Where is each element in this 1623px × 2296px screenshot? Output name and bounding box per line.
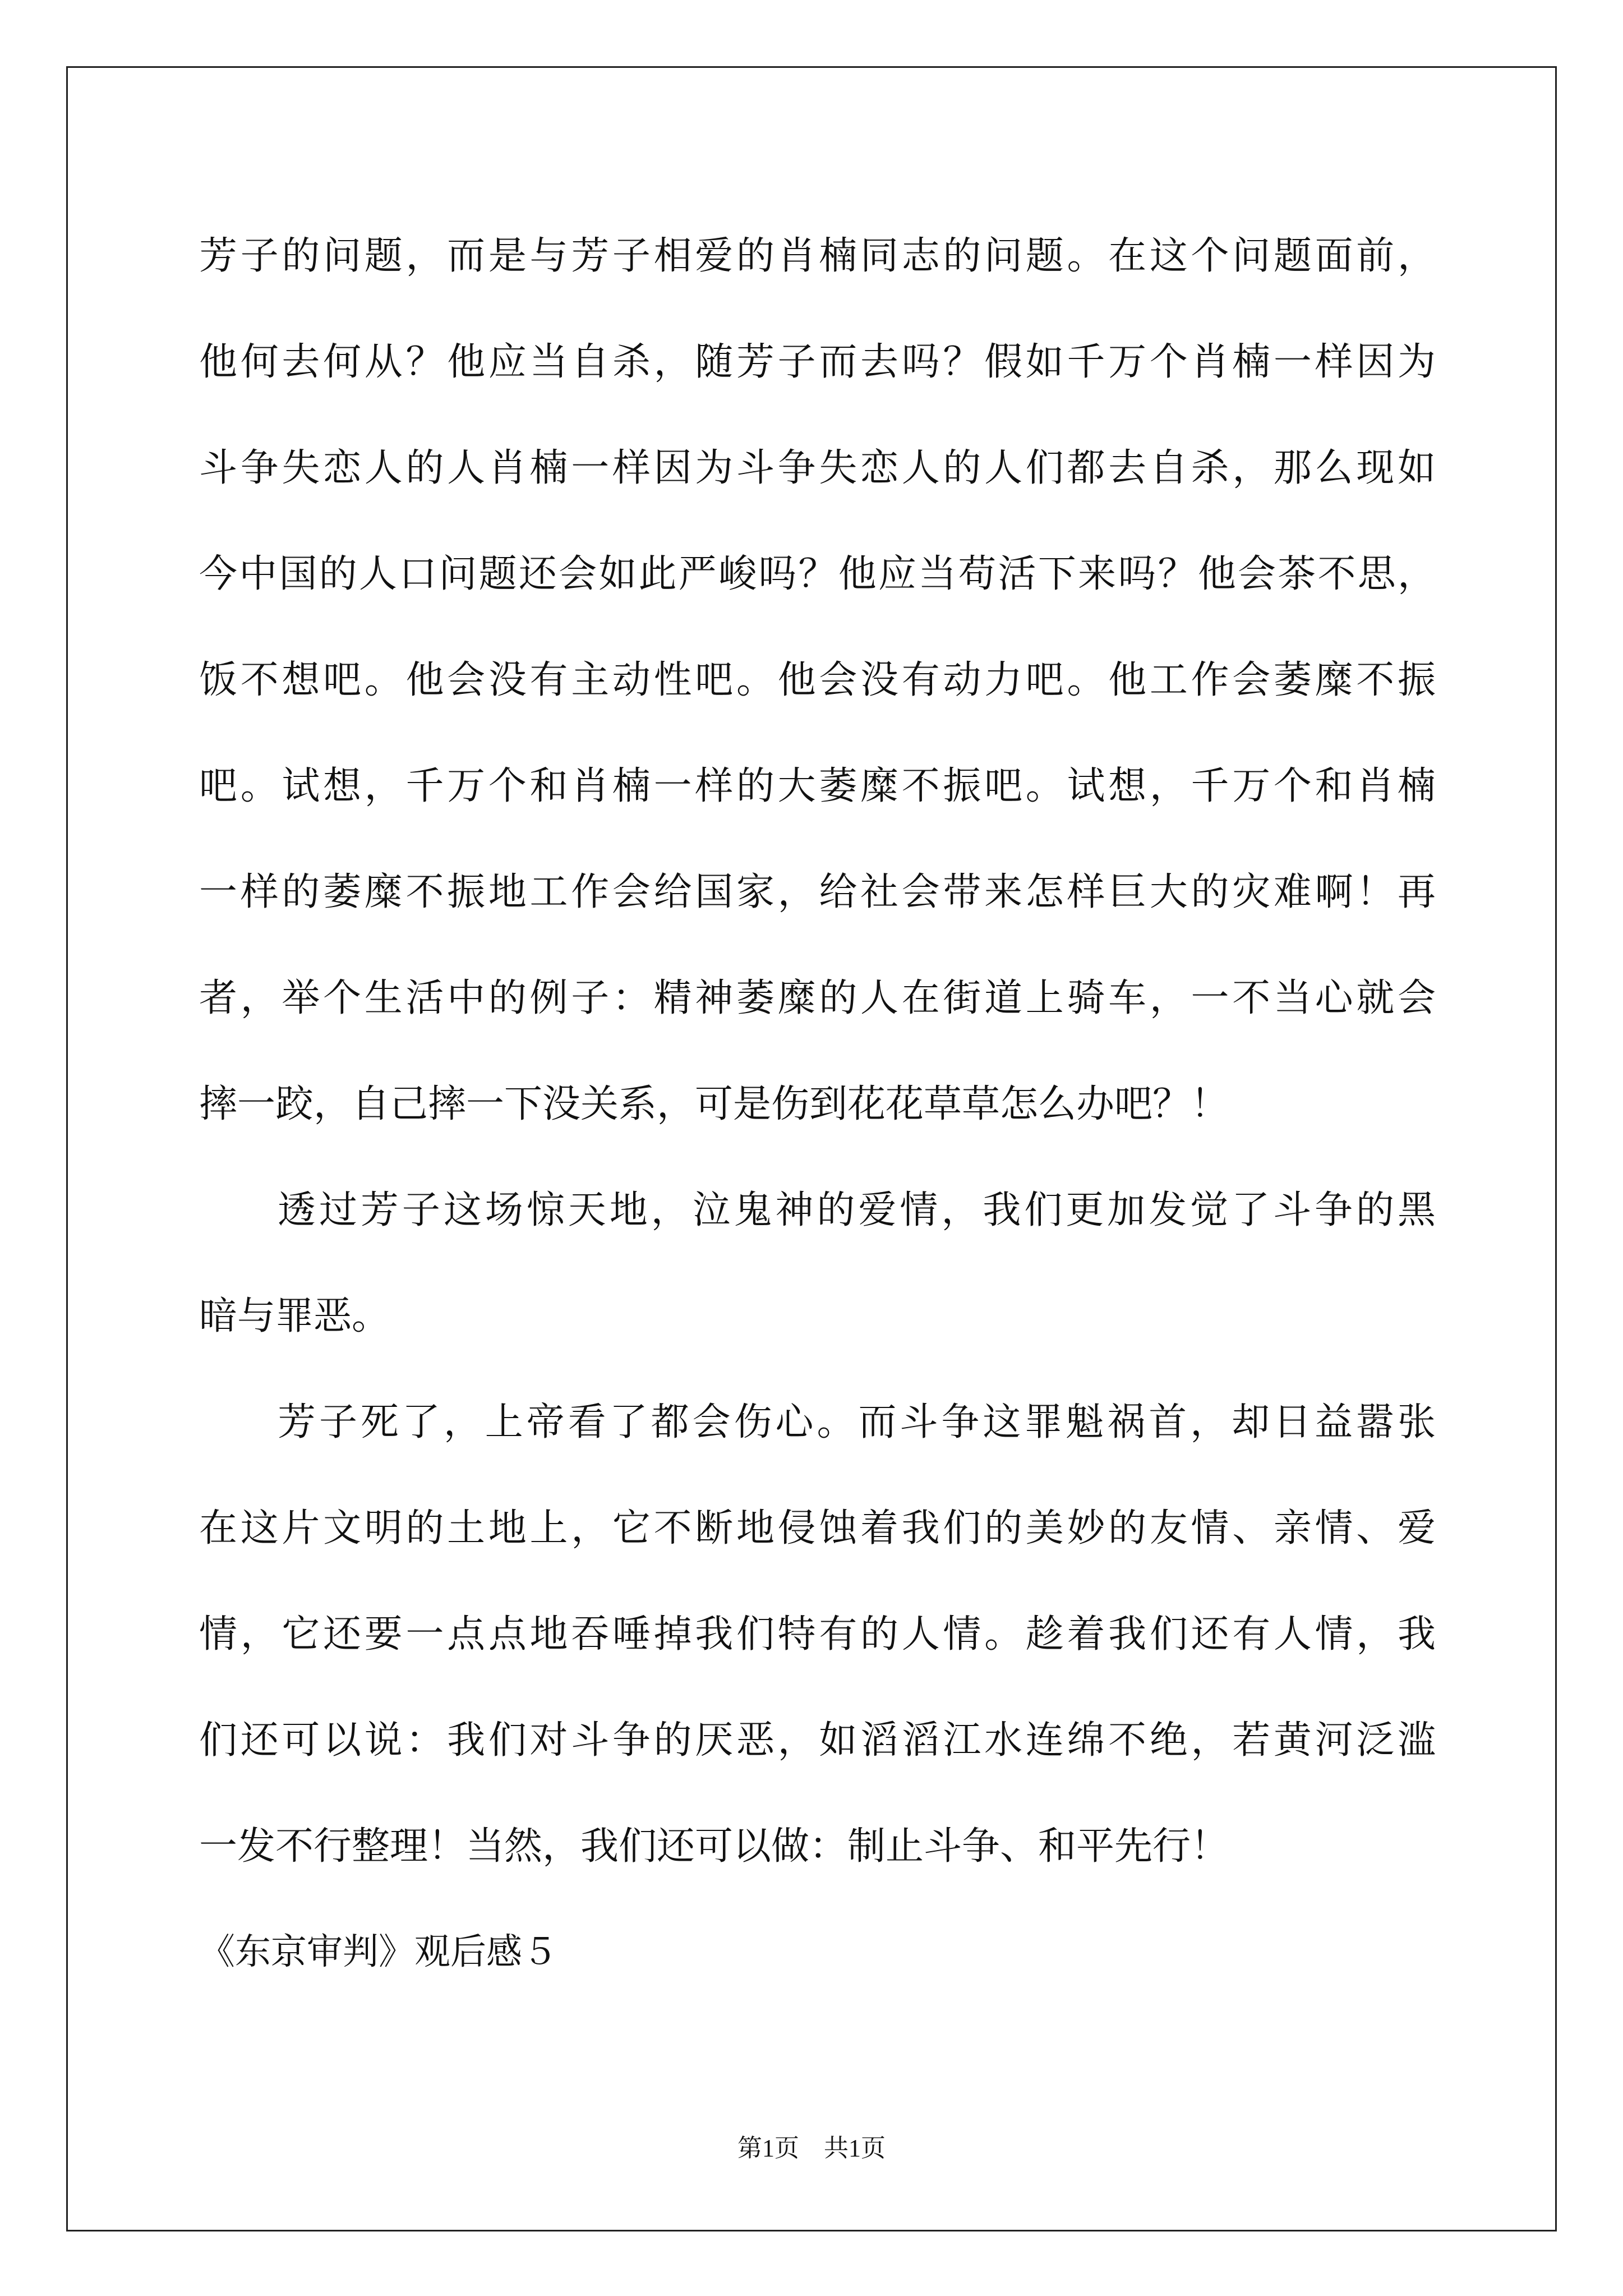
paragraph-2 — [199, 1157, 1436, 1369]
text-line: 者，举个生活中的例子：精神萎糜的人在街道上骑车，一不当心就会 — [199, 976, 1436, 1020]
section-title: 《东京审判》观后感５ — [199, 1931, 558, 1973]
text-line: 饭不想吧。他会没有主动性吧。他会没有动力吧。他工作会萎糜不振 — [199, 658, 1436, 702]
text-line: 芳子的问题，而是与芳子相爱的肖楠同志的问题。在这个问题面前， — [199, 234, 1436, 278]
document-body — [199, 203, 1436, 2005]
text-line: 他何去何从？他应当自杀，随芳子而去吗？假如千万个肖楠一样因为 — [199, 340, 1436, 384]
paragraph-3 — [199, 1369, 1436, 1899]
text-line: 一样的萎糜不振地工作会给国家，给社会带来怎样巨大的灾难啊！再 — [199, 870, 1436, 914]
text-line: 吧。试想，千万个和肖楠一样的大萎糜不振吧。试想，千万个和肖楠 — [199, 764, 1436, 808]
text-line: 摔一跤，自己摔一下没关系，可是伤到花花草草怎么办吧？！ — [199, 1082, 1229, 1126]
text-line: 斗争失恋人的人肖楠一样因为斗争失恋人的人们都去自杀，那么现如 — [199, 446, 1436, 490]
text-line: 芳子死了，上帝看了都会伤心。而斗争这罪魁祸首，却日益嚣张 — [278, 1400, 1436, 1444]
text-line: 暗与罪恶。 — [199, 1294, 390, 1338]
text-line: 一发不行整理！当然，我们还可以做：制止斗争、和平先行！ — [199, 1824, 1229, 1869]
text-line: 们还可以说：我们对斗争的厌恶，如滔滔江水连绵不绝，若黄河泛滥 — [199, 1718, 1436, 1763]
paragraph-1 — [199, 203, 1436, 1157]
text-line: 在这片文明的土地上，它不断地侵蚀着我们的美妙的友情、亲情、爱 — [199, 1506, 1436, 1550]
text-line: 情，它还要一点点地吞唾掉我们特有的人情。趁着我们还有人情，我 — [199, 1612, 1436, 1657]
text-line: 今中国的人口问题还会如此严峻吗？他应当苟活下来吗？他会茶不思， — [199, 552, 1436, 596]
text-line: 透过芳子这场惊天地，泣鬼神的爱情，我们更加发觉了斗争的黑 — [278, 1188, 1436, 1232]
page-number-footer: 第1页 共1页 — [737, 2134, 886, 2162]
